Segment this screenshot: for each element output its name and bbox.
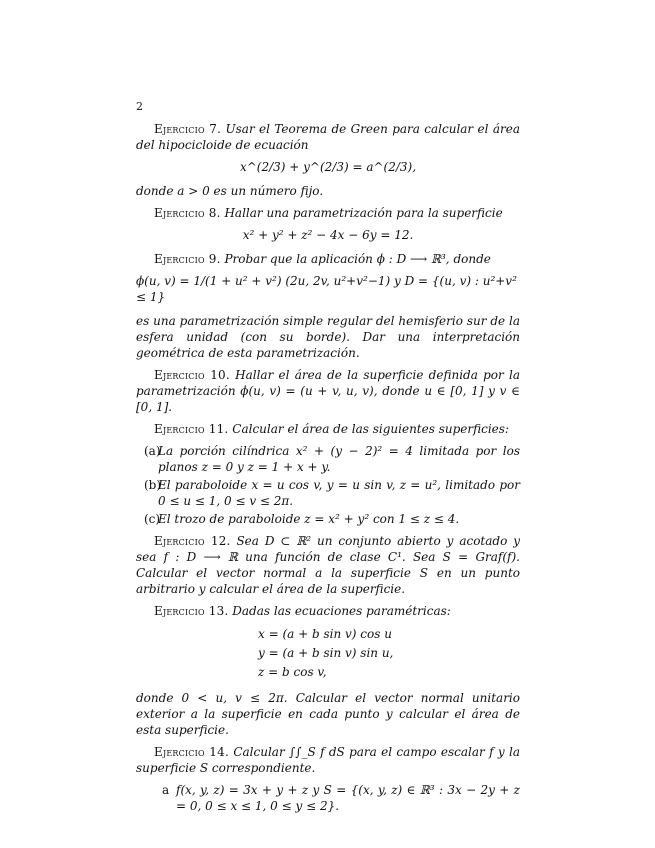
- exercise-13-label: Ejercicio 13.: [154, 604, 229, 618]
- equation-line: y = (a + b sin v) sin u,: [258, 646, 394, 660]
- exercise-9-equation: ϕ(u, v) = 1/(1 + u² + v²) (2u, 2v, u²+v²−1) y D = {(u, v) : u²+v² ≤ 1}: [136, 274, 517, 304]
- exercise-11-text: Calcular el área de las siguientes superficies:: [232, 422, 509, 436]
- exercise-13-text: Dadas las ecuaciones paramétricas:: [232, 604, 451, 618]
- exercise-list: [136, 121, 520, 820]
- exercise-8-text: Hallar una parametrización para la superficie: [224, 206, 503, 220]
- list-item-mark: a: [162, 783, 170, 797]
- exercise-10-text: Hallar el área de la superficie definida por la parametrización ϕ(u, v) = (u + v, u, v), donde u ∈ [0, 1] y v ∈ [0, 1].: [136, 368, 520, 414]
- exercise-7-equation: x^(2/3) + y^(2/3) = a^(2/3),: [239, 160, 417, 174]
- exercise-9-after: es una parametrización simple regular del hemisferio sur de la esfera unidad (con su borde). Dar una interpretación geométrica de esta parametrización.: [136, 314, 520, 360]
- exercise-14-label: Ejercicio 14.: [154, 745, 229, 759]
- exercise-13-equations: [136, 625, 520, 682]
- exercise-9: [136, 251, 520, 267]
- list-item: [136, 782, 520, 814]
- exercise-9-text: Probar que la aplicación ϕ : D ⟶ ℝ³, donde: [224, 252, 491, 266]
- list-item-text: El paraboloide x = u cos v, y = u sin v, z = u², limitado por 0 ≤ u ≤ 1, 0 ≤ v ≤ 2π.: [158, 478, 520, 508]
- exercise-13-after: donde 0 < u, v ≤ 2π. Calcular el vector normal unitario exterior a la superficie en cada punto y calcular el área de esta superficie.: [136, 691, 520, 737]
- exercise-10-label: Ejercicio 10.: [154, 368, 230, 382]
- exercise-11-items: [136, 443, 520, 527]
- exercise-13: [136, 603, 520, 619]
- page-number: 2: [136, 100, 143, 113]
- list-item-mark: (a): [144, 444, 161, 458]
- list-item-text: f(x, y, z) = 3x + y + z y S = {(x, y, z) ∈ ℝ³ : 3x − 2y + z = 0, 0 ≤ x ≤ 1, 0 ≤ y ≤ 2}.: [176, 783, 520, 813]
- equation-line: x = (a + b sin v) cos u: [258, 627, 392, 641]
- exercise-8-equation: x² + y² + z² − 4x − 6y = 12.: [242, 228, 414, 242]
- exercise-14-items: [136, 782, 520, 814]
- exercise-8-label: Ejercicio 8.: [154, 206, 221, 220]
- exercise-12: [136, 533, 520, 597]
- list-item-text: La porción cilíndrica x² + (y − 2)² = 4 limitada por los planos z = 0 y z = 1 + x + y.: [158, 444, 520, 474]
- exercise-7-label: Ejercicio 7.: [154, 122, 222, 136]
- exercise-7: [136, 121, 520, 153]
- list-item: [136, 511, 520, 527]
- exercise-11-label: Ejercicio 11.: [154, 422, 229, 436]
- exercise-10: [136, 367, 520, 415]
- list-item-mark: (c): [144, 512, 161, 526]
- exercise-7-text: Usar el Teorema de Green para calcular el área del hipocicloide de ecuación: [136, 122, 520, 152]
- list-item-text: El trozo de paraboloide z = x² + y² con 1 ≤ z ≤ 4.: [158, 512, 460, 526]
- list-item: [136, 443, 520, 475]
- list-item-mark: (b): [144, 478, 162, 492]
- exercise-12-text: Sea D ⊂ ℝ² un conjunto abierto y acotado y sea f : D ⟶ ℝ una función de clase C¹. Sea S = Graf(f). Calcular el vector normal a la superficie S en un punto arbitrario y calcular el área de la superficie.: [136, 534, 520, 596]
- equation-line: z = b cos v,: [258, 665, 327, 679]
- exercise-12-label: Ejercicio 12.: [154, 534, 231, 548]
- exercise-7-after: donde a > 0 es un número fijo.: [136, 184, 324, 198]
- exercise-8: [136, 205, 520, 221]
- exercise-9-label: Ejercicio 9.: [154, 252, 221, 266]
- exercise-14: [136, 744, 520, 776]
- list-item: [136, 477, 520, 509]
- exercise-11: [136, 421, 520, 437]
- exercise-14-text: Calcular ∫∫_S f dS para el campo escalar f y la superficie S correspondiente.: [136, 745, 521, 775]
